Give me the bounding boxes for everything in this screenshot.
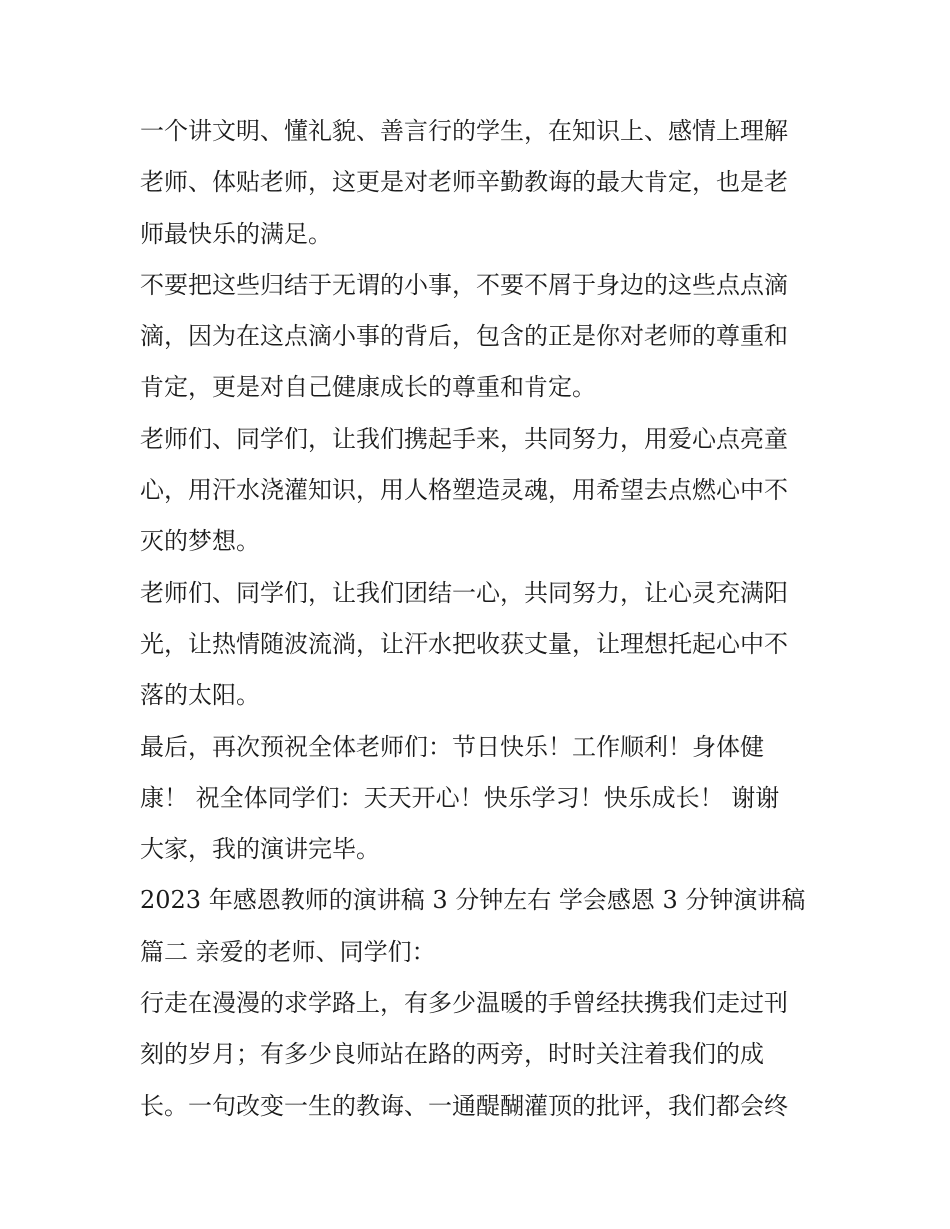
text-line: 最后，再次预祝全体老师们：节日快乐！工作顺利！身体健 bbox=[140, 732, 764, 761]
text-line: 行走在漫漫的求学路上，有多少温暖的手曾经扶携我们走过刊 bbox=[140, 989, 788, 1018]
text-line: 老师们、同学们，让我们团结一心，共同努力，让心灵充满阳 bbox=[140, 578, 788, 607]
paragraph-unite bbox=[140, 568, 820, 722]
text-line: 不要把这些归结于无谓的小事，不要不屑于身边的这些点点滴 bbox=[140, 270, 788, 299]
heading-line: 2023 年感恩教师的演讲稿 3 分钟左右 学会感恩 3 分钟演讲稿 bbox=[140, 886, 806, 915]
text-line: 光，让热情随波流淌，让汗水把收获丈量，让理想托起心中不 bbox=[140, 629, 788, 658]
paragraph-study-road bbox=[140, 978, 820, 1132]
text-line: 老师、体贴老师，这更是对老师辛勤教诲的最大肯定，也是老 bbox=[140, 168, 788, 197]
text-line: 大家，我的演讲完毕。 bbox=[140, 835, 380, 864]
text-line: 长。一句改变一生的教诲、一通醍醐灌顶的批评，我们都会终 bbox=[140, 1091, 788, 1120]
section-heading bbox=[140, 875, 820, 926]
text-line: 落的太阳。 bbox=[140, 681, 260, 710]
paragraph-join-hands bbox=[140, 414, 820, 568]
text-line: 师最快乐的满足。 bbox=[140, 219, 332, 248]
text-line: 心，用汗水浇灌知识，用人格塑造灵魂，用希望去点燃心中不 bbox=[140, 476, 788, 505]
paragraph-closing-wishes bbox=[140, 722, 820, 876]
paragraph-small-things bbox=[140, 260, 820, 414]
document-body bbox=[140, 106, 820, 1132]
text-line: 刻的岁月；有多少良师站在路的两旁，时时关注着我们的成 bbox=[140, 1040, 764, 1069]
text-line: 康！ 祝全体同学们：天天开心！快乐学习！快乐成长！ 谢谢 bbox=[140, 783, 780, 812]
text-line: 灭的梦想。 bbox=[140, 527, 260, 556]
text-line: 肯定，更是对自己健康成长的尊重和肯定。 bbox=[140, 373, 596, 402]
section-subheading-greeting bbox=[140, 927, 820, 978]
text-line: 一个讲文明、懂礼貌、善言行的学生，在知识上、感情上理解 bbox=[140, 117, 788, 145]
paragraph-respect-teachers bbox=[140, 106, 820, 260]
greeting-line: 篇二 亲爱的老师、同学们： bbox=[140, 937, 436, 966]
text-line: 滴，因为在这点滴小事的背后，包含的正是你对老师的尊重和 bbox=[140, 322, 788, 351]
text-line: 老师们、同学们，让我们携起手来，共同努力，用爱心点亮童 bbox=[140, 424, 788, 453]
